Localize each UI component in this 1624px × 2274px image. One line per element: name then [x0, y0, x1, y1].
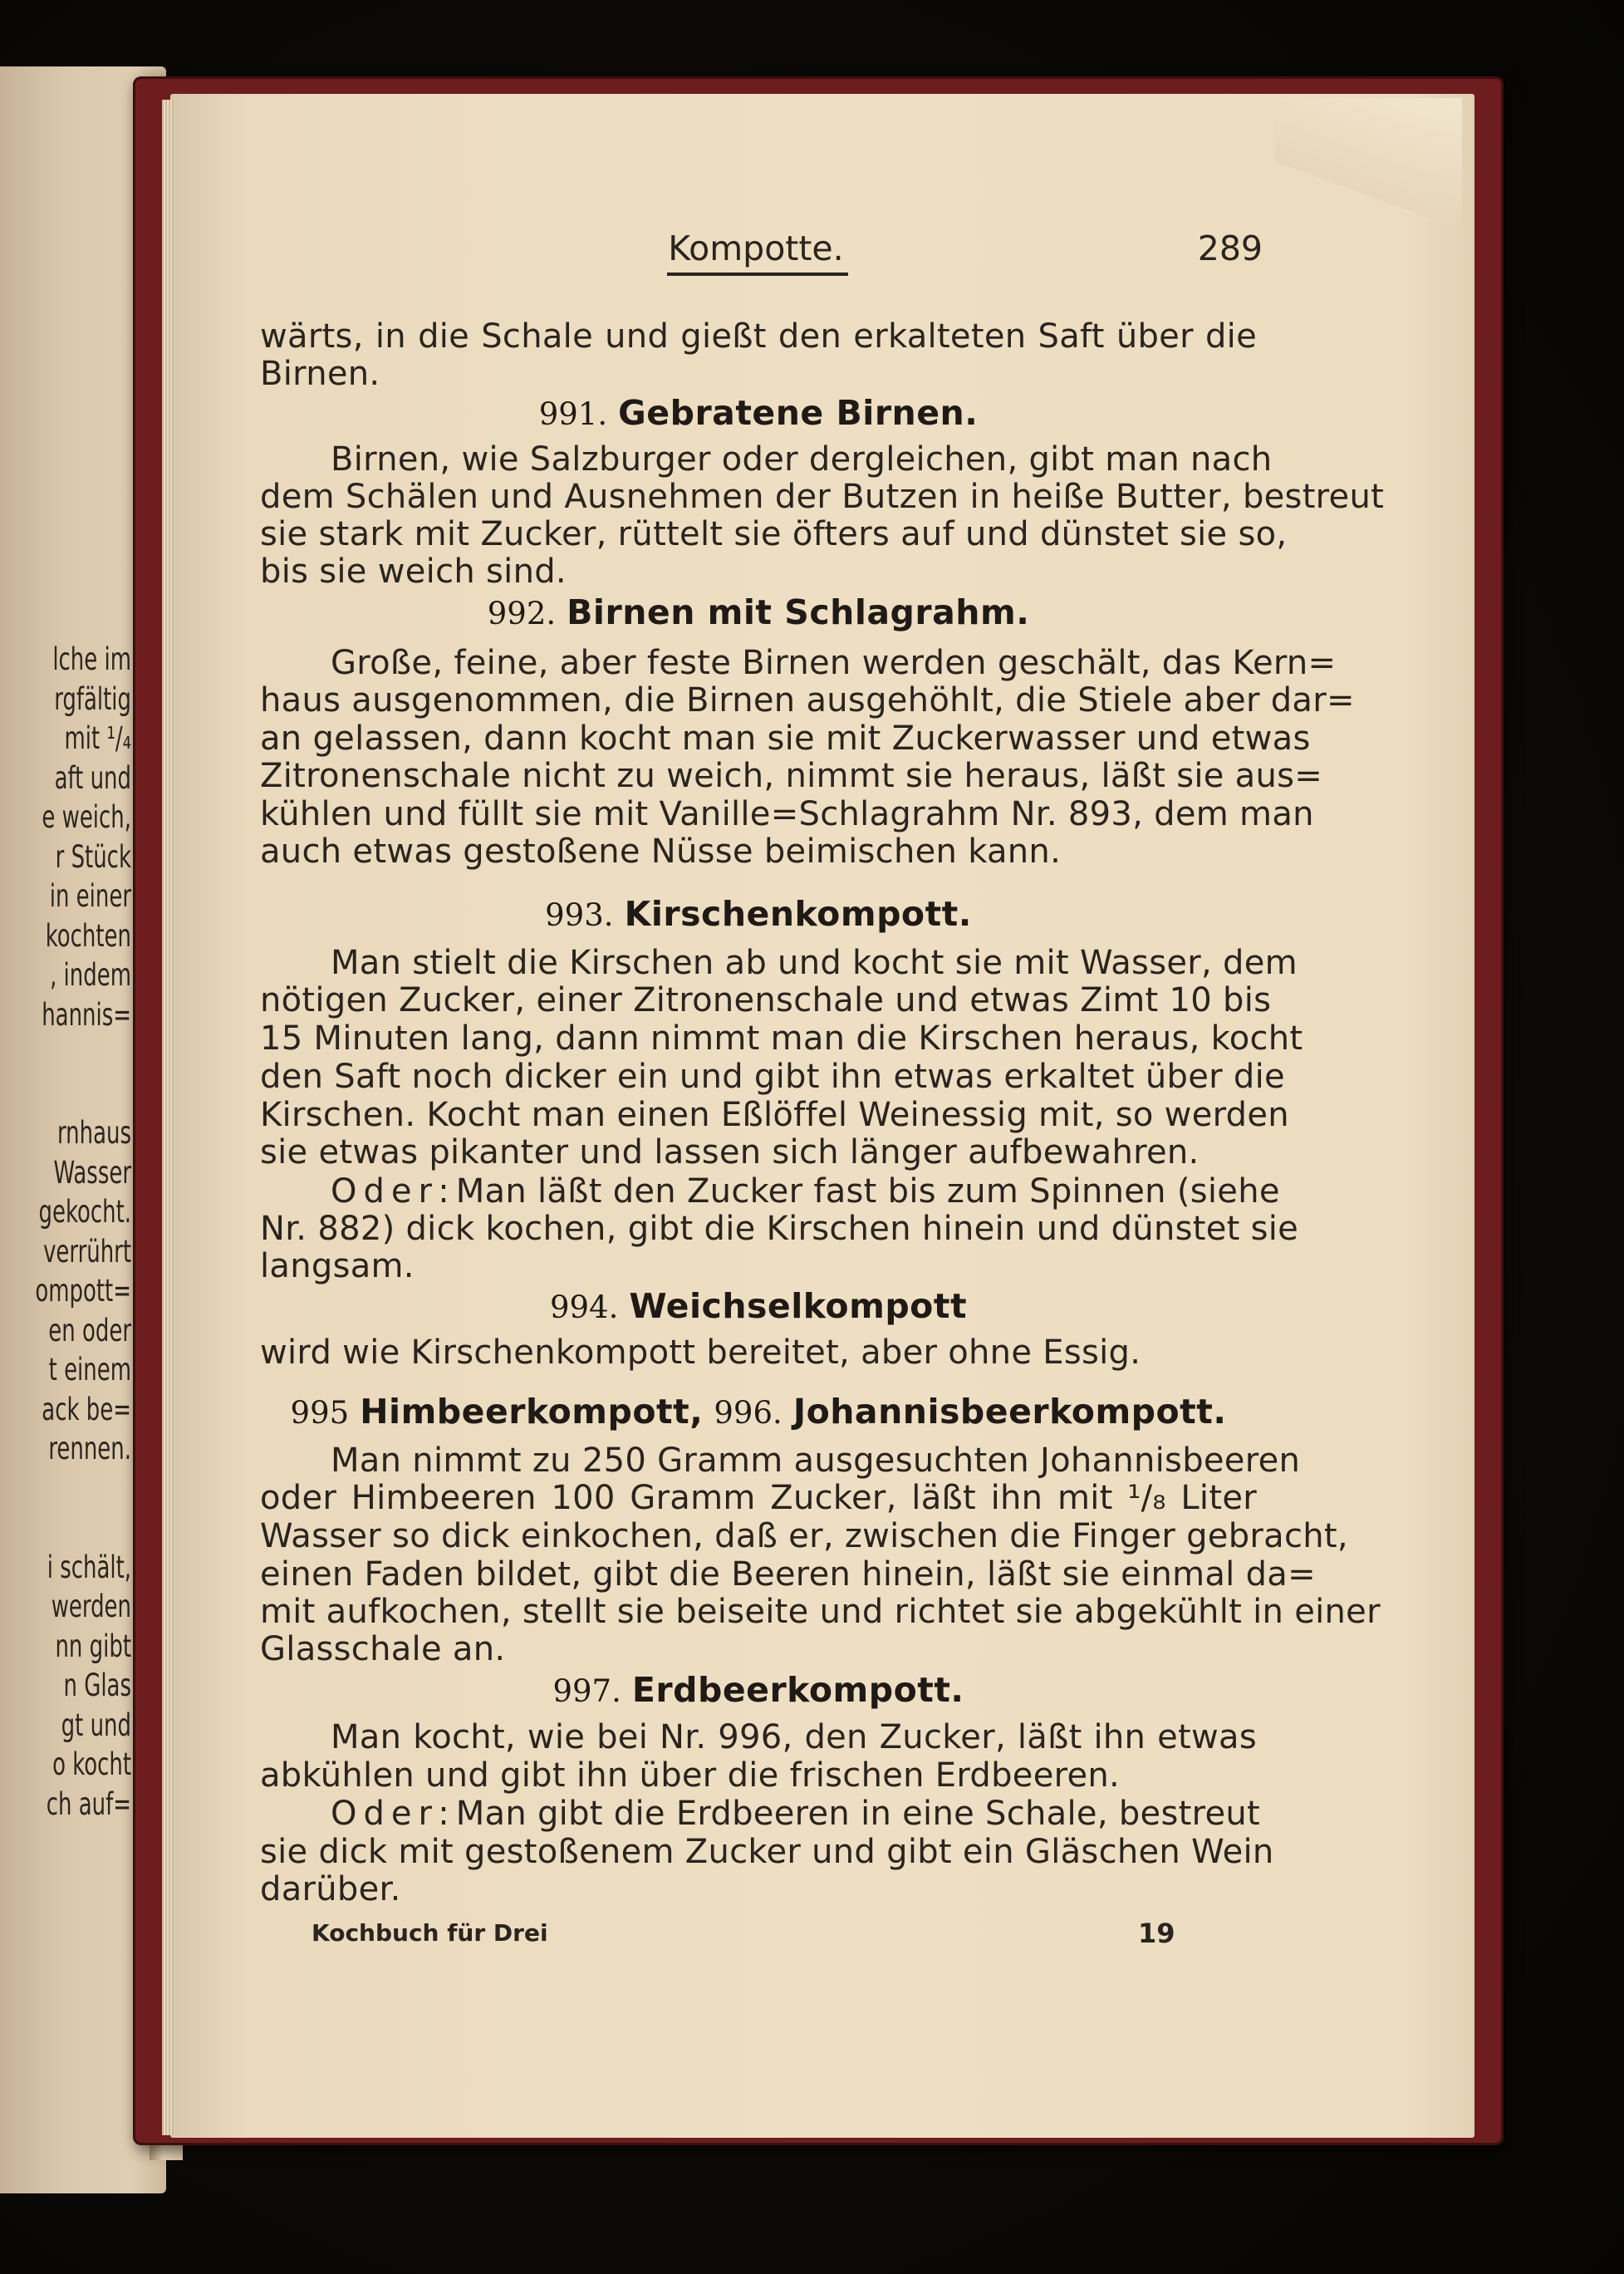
left-fragment: ack be= — [42, 1391, 131, 1427]
text-line: Nr. 882) dick kochen, gibt die Kirschen hinein und dünstet sie — [260, 1210, 1299, 1248]
text-line-oder — [331, 1172, 1280, 1211]
text-line: 15 Minuten lang, dann nimmt man die Kirschen heraus, kocht — [260, 1019, 1303, 1058]
text-line: Große, feine, aber feste Birnen werden geschält, das Kern= — [331, 644, 1337, 682]
page-edges — [162, 100, 174, 2135]
left-fragment: rnhaus — [57, 1115, 131, 1151]
text-line: nötigen Zucker, einer Zitronenschale und etwas Zimt 10 bis — [260, 981, 1272, 1019]
recipe-heading-995-996 — [260, 1392, 1257, 1433]
left-fragment — [0, 1074, 131, 1114]
text-line: kühlen und füllt sie mit Vanille=Schlagrahm Nr. 893, dem man — [260, 795, 1314, 833]
text-line: mit aufkochen, stellt sie beiseite und richtet sie abgekühlt in einer — [260, 1593, 1381, 1631]
text-line-oder — [331, 1795, 1260, 1833]
recipe-number: 995 — [290, 1395, 350, 1431]
recipe-title: Kirschenkompott. — [624, 894, 972, 934]
left-fragment: e weich, — [42, 799, 131, 835]
recipe-heading-997 — [260, 1670, 1257, 1712]
left-fragment: rgfältig — [54, 680, 131, 717]
left-fragment: aft und — [54, 759, 131, 796]
left-fragment: ch auf= — [46, 1785, 131, 1822]
left-fragment: ompott= — [35, 1273, 131, 1309]
recipe-title: Johannisbeerkompott. — [792, 1392, 1227, 1432]
footer-book-title: Kochbuch für Drei — [312, 1919, 548, 1947]
text-line: Zitronenschale nicht zu weich, nimmt sie heraus, läßt sie aus= — [260, 757, 1323, 795]
oder-label: Oder: — [331, 1172, 456, 1211]
oder-label: Oder: — [331, 1795, 456, 1833]
recipe-title: Himbeerkompott, — [360, 1392, 704, 1432]
text-line: sie dick mit gestoßenem Zucker und gibt ein Gläschen Wein — [260, 1833, 1274, 1871]
page-number: 289 — [1197, 228, 1263, 268]
folded-corner — [1275, 98, 1462, 248]
left-fragment: n Glas — [63, 1667, 131, 1703]
left-fragment: hannis= — [42, 996, 131, 1033]
left-fragment: verrührt — [43, 1233, 131, 1270]
text-line: Birnen, wie Salzburger oder dergleichen, gibt man nach — [331, 440, 1273, 479]
text-line: sie stark mit Zucker, rüttelt sie öfters auf und dünstet sie so, — [260, 515, 1288, 553]
text-line: sie etwas pikanter und lassen sich länger aufbewahren. — [260, 1133, 1200, 1171]
recipe-heading-993 — [260, 894, 1257, 936]
left-fragment: , indem — [50, 957, 131, 993]
text-line: wird wie Kirschenkompott bereitet, aber ohne Essig. — [260, 1333, 1141, 1372]
left-fragment: en oder — [48, 1312, 131, 1348]
left-fragment: nn gibt — [55, 1628, 131, 1664]
recipe-number: 996. — [714, 1395, 783, 1431]
left-fragment — [0, 1469, 131, 1509]
recipe-number: 993. — [545, 897, 614, 933]
text-line: den Saft noch dicker ein und gibt ihn etwas erkaltet über die — [260, 1058, 1285, 1096]
left-fragment: i schält, — [47, 1549, 131, 1585]
text-line: dem Schälen und Ausnehmen der Butzen in heiße Butter, bestreut — [260, 478, 1385, 516]
text-line: bis sie weich sind. — [260, 553, 567, 591]
recipe-heading-991 — [260, 393, 1257, 435]
text-line: Man nimmt zu 250 Gramm ausgesuchten Johannisbeeren — [331, 1442, 1301, 1480]
left-fragment: rennen. — [48, 1431, 131, 1466]
recipe-heading-994 — [260, 1286, 1257, 1328]
text-line: darüber. — [260, 1870, 401, 1908]
left-fragment: Wasser — [53, 1154, 131, 1191]
text-line: Kirschen. Kocht man einen Eßlöffel Weinessig mit, so werden — [260, 1096, 1289, 1134]
text-line: auch etwas gestoßene Nüsse beimischen kann. — [260, 832, 1062, 871]
recipe-number: 994. — [549, 1289, 619, 1325]
text-line-rest: Man läßt den Zucker fast bis zum Spinnen (siehe — [455, 1172, 1280, 1211]
recipe-heading-992 — [260, 592, 1257, 634]
previous-page-text — [0, 640, 131, 1824]
text-line: Wasser so dick einkochen, daß er, zwischen die Finger gebracht, — [260, 1517, 1348, 1555]
recipe-title: Birnen mit Schlagrahm. — [567, 592, 1030, 632]
recipe-title: Weichselkompott — [629, 1286, 968, 1326]
left-fragment: o kocht — [52, 1746, 131, 1782]
text-line: Man kocht, wie bei Nr. 996, den Zucker, läßt ihn etwas — [331, 1718, 1257, 1756]
text-line: Glasschale an. — [260, 1630, 506, 1668]
left-fragment — [0, 1508, 131, 1548]
text-line-rest: Man gibt die Erdbeeren in eine Schale, bestreut — [455, 1795, 1260, 1833]
text-line: einen Faden bildet, gibt die Beeren hinein, läßt sie einmal da= — [260, 1555, 1316, 1594]
footer-signature: 19 — [1138, 1918, 1175, 1949]
text-line: Man stielt die Kirschen ab und kocht sie mit Wasser, dem — [331, 944, 1298, 982]
text-line: Birnen. — [260, 355, 380, 393]
left-fragment: gekocht. — [38, 1194, 131, 1230]
left-fragment: t einem — [48, 1352, 131, 1387]
left-fragment: gt und — [61, 1707, 131, 1743]
text-line: an gelassen, dann kocht man sie mit Zuckerwasser und etwas — [260, 720, 1311, 758]
left-fragment: lche im — [52, 641, 131, 677]
text-line: haus ausgenommen, die Birnen ausgehöhlt, die Stiele aber dar= — [260, 681, 1355, 720]
running-head-underline — [667, 273, 848, 276]
left-fragment: mit ¹/₄ — [64, 720, 131, 756]
recipe-title: Erdbeerkompott. — [631, 1670, 964, 1710]
running-head: Kompotte. — [668, 228, 844, 268]
text-line: langsam. — [260, 1247, 415, 1285]
text-line: oder Himbeeren 100 Gramm Zucker, läßt ihn mit ¹/₈ Liter — [260, 1479, 1257, 1517]
text-line: wärts, in die Schale und gießt den erkalteten Saft über die — [260, 317, 1257, 356]
left-fragment — [0, 1034, 131, 1074]
text-line: abkühlen und gibt ihn über die frischen Erdbeeren. — [260, 1756, 1121, 1795]
left-fragment: werden — [51, 1589, 131, 1624]
left-fragment: r Stück — [55, 838, 131, 875]
recipe-title: Gebratene Birnen. — [618, 393, 979, 433]
left-fragment: kochten — [45, 917, 131, 954]
recipe-number: 991. — [538, 396, 608, 432]
recipe-number: 992. — [487, 596, 557, 631]
recipe-number: 997. — [552, 1673, 621, 1709]
left-fragment: in einer — [49, 878, 131, 914]
